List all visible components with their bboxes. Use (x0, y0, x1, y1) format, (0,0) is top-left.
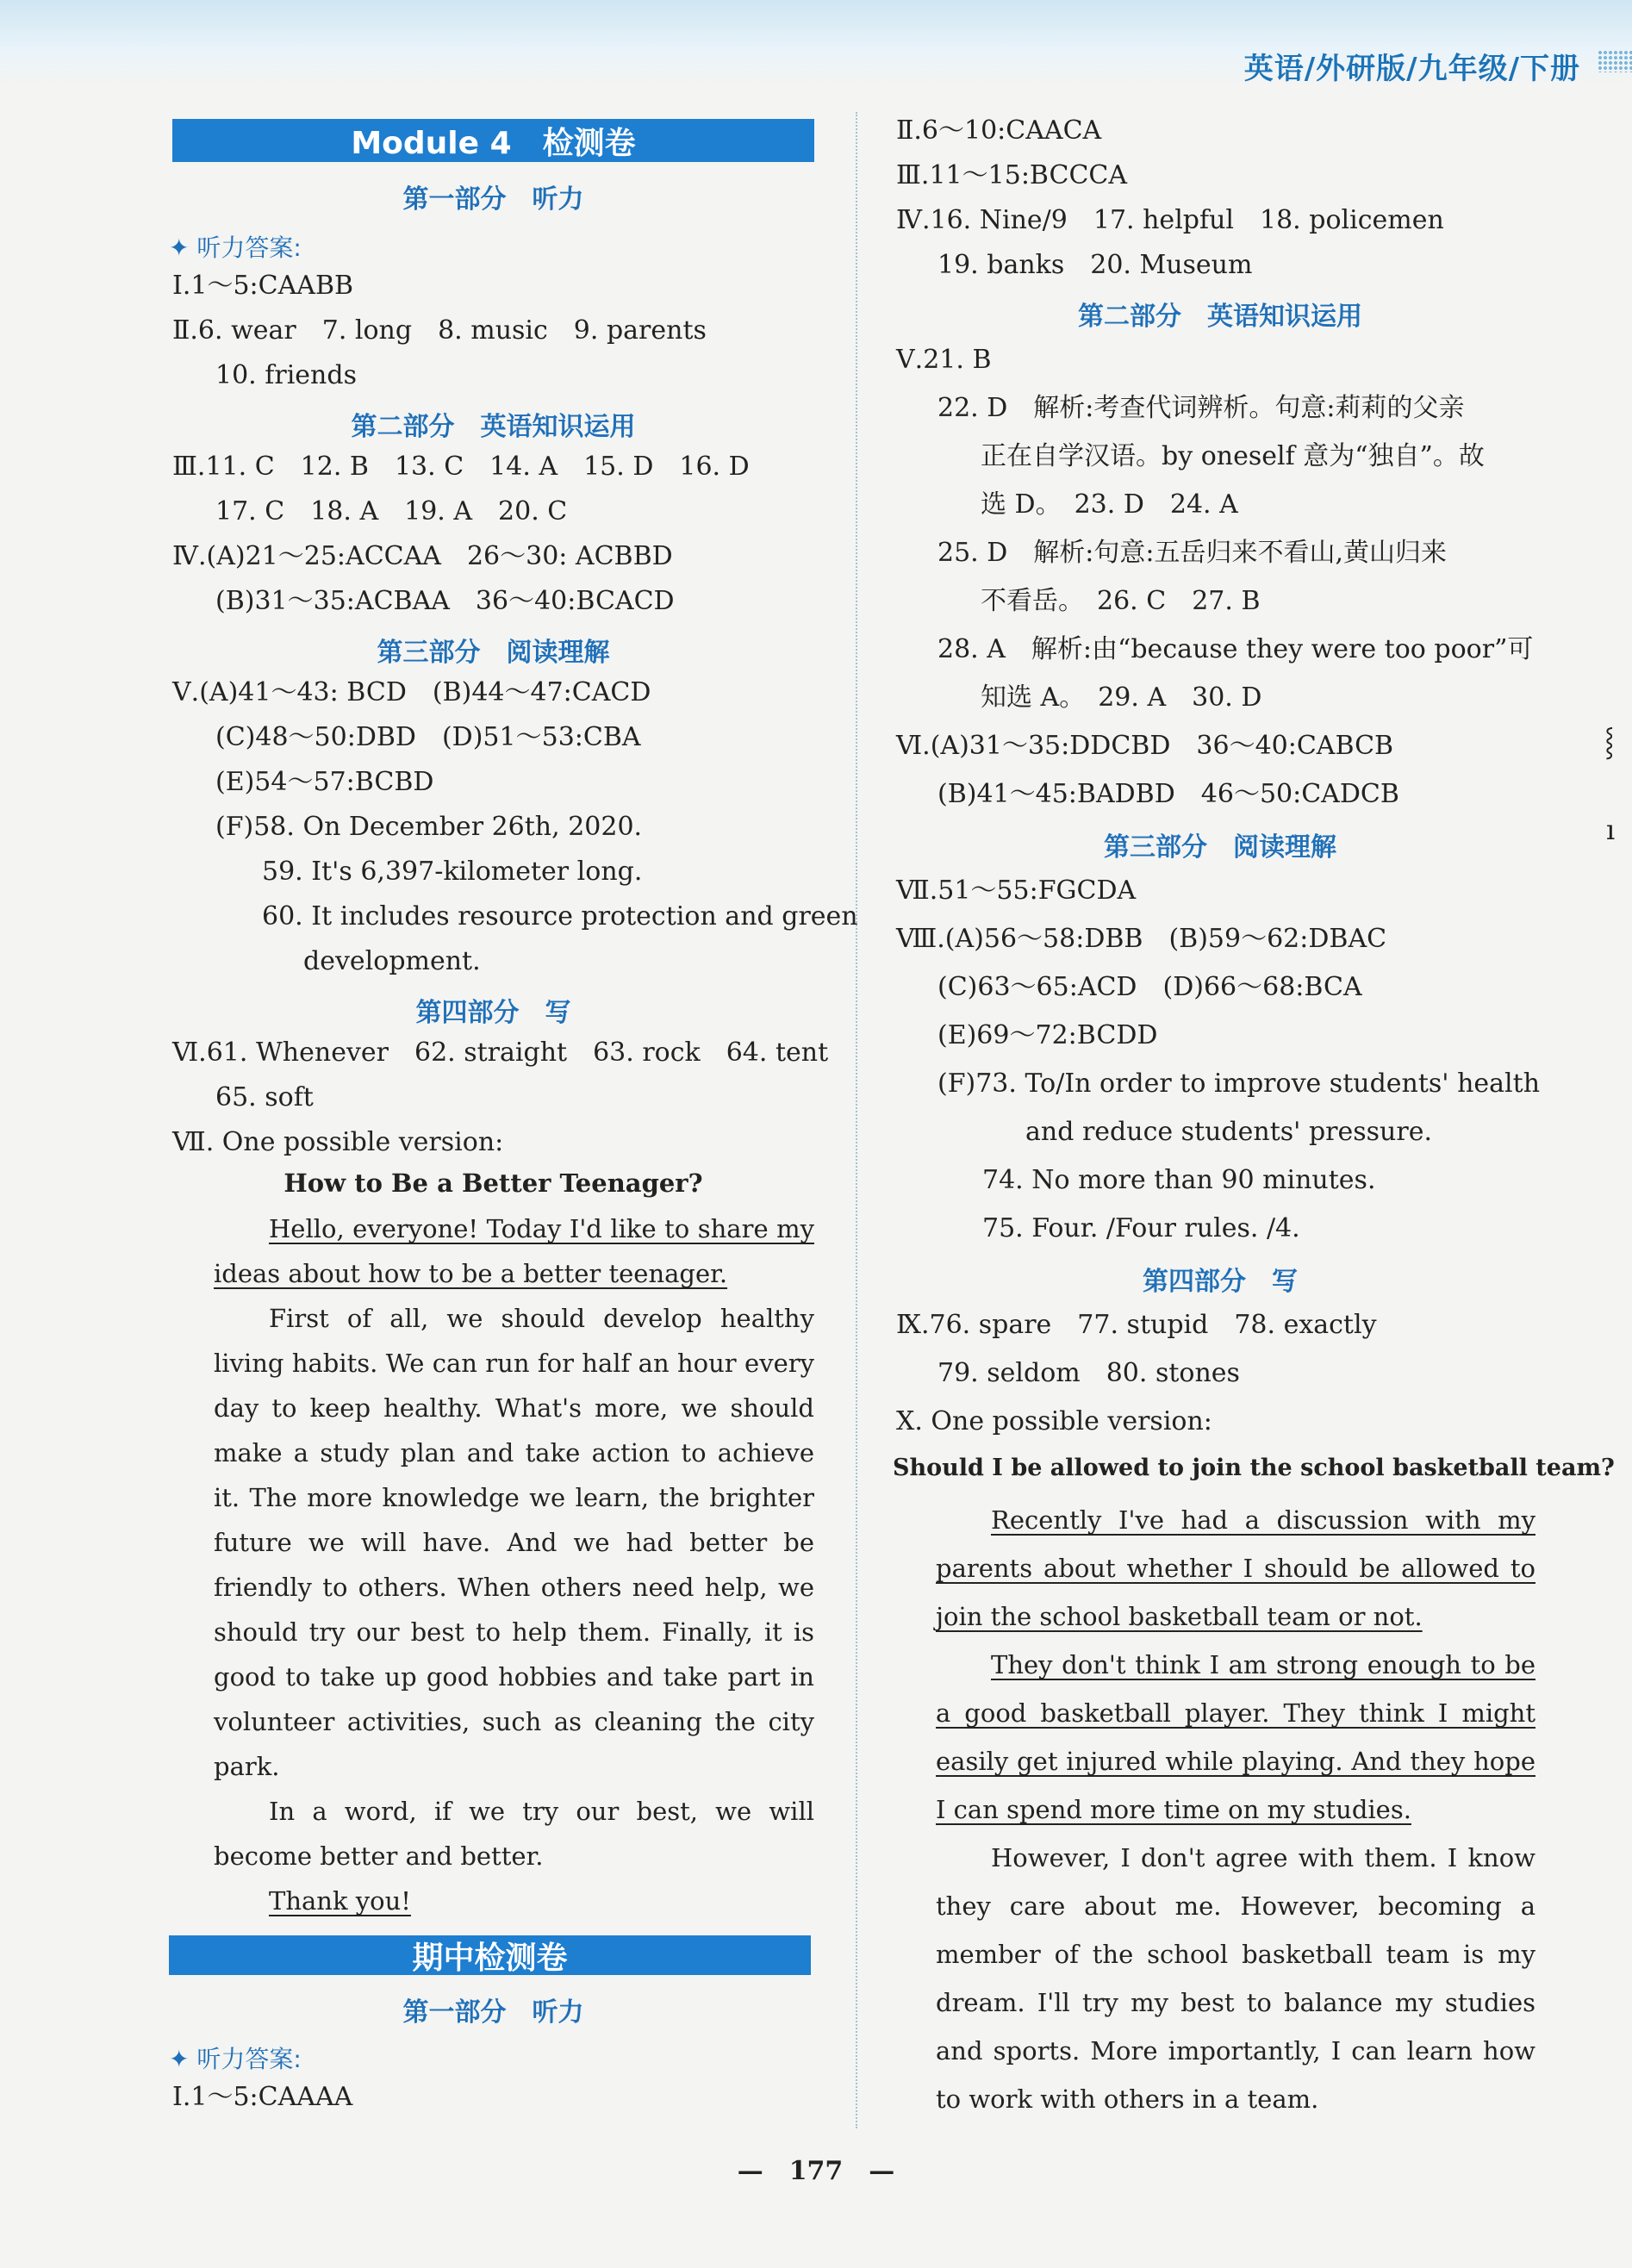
page-number: — 177 — (737, 2156, 895, 2186)
answer-line: (C)48～50:DBD (D)51～53:CBA (215, 722, 641, 752)
answer-line: Ⅴ.21. B (896, 345, 992, 375)
essay-title: Should I be allowed to join the school basketball team? (893, 1455, 1615, 1481)
section-heading: 第一部分 听力 (402, 184, 584, 215)
answer-line: 60. It includes resource protection and green (262, 901, 858, 932)
answer-line: Ⅵ.61. Whenever 62. straight 63. rock 64. tent (172, 1037, 829, 1068)
section-heading: 第一部分 听力 (402, 1997, 584, 2028)
answer-line: 不看岳。 26. C 27. B (981, 586, 1261, 616)
answer-line: Ⅹ. One possible version: (896, 1406, 1212, 1436)
answer-line: Ⅱ.6. wear 7. long 8. music 9. parents (172, 315, 707, 346)
essay-paragraph (214, 1206, 814, 1296)
essay-underlined: Recently I've had a discussion with my parents about whether I should be allowed to join the school basketball team or not. (936, 1505, 1535, 1631)
answer-line: Ⅲ.11～15:BCCCA (896, 160, 1128, 190)
answer-line: (E)54～57:BCBD (215, 767, 434, 797)
answer-line: Ⅲ.11. C 12. B 13. C 14. A 15. D 16. D (172, 452, 750, 482)
answer-line: 65. soft (215, 1082, 314, 1112)
essay-paragraph: In a word, if we try our best, we will become better and better. (214, 1797, 814, 1871)
section-heading: 第四部分 写 (415, 998, 571, 1028)
essay-paragraph: First of all, we should develop healthy living habits. We can run for half an hour every day to keep healthy. What's more, we should make a study plan and take action to achieve it. The more knowledge we learn, the brighter future we will have. And we had better be friendly to others. When others need help, we should try our best to help them. Finally, it is good to take up good hobbies and take part in volunteer activities, such as cleaning the city park. (214, 1304, 814, 1781)
answer-line: Ⅳ.16. Nine/9 17. helpful 18. policemen (896, 205, 1444, 235)
section-heading: 第三部分 阅读理解 (1104, 832, 1336, 863)
answer-line: Ⅰ.1～5:CAAAA (172, 2082, 353, 2112)
page-number-value: 177 (788, 2156, 844, 2186)
essay-underlined: Thank you! (269, 1886, 411, 1916)
answer-line: 28. A 解析:由“because they were too poor”可 (937, 634, 1534, 664)
answer-line: (F)73. To/In order to improve students' health (937, 1069, 1541, 1099)
essay-underlined: Hello, everyone! Today I'd like to share my ideas about how to be a better teenager. (214, 1214, 814, 1288)
answer-line: Ⅸ.76. spare 77. stupid 78. exactly (896, 1310, 1377, 1340)
answer-line: 19. banks 20. Museum (937, 250, 1253, 280)
essay-underlined: They don't think I am strong enough to be a good basketball player. They think I might easily get injured while playing. And they hope I can spend more time on my studies. (936, 1650, 1535, 1824)
essay-paragraph (214, 1879, 814, 1923)
answer-line: development. (303, 946, 481, 976)
answer-line: 10. friends (215, 360, 357, 390)
answer-line: and reduce students' pressure. (1025, 1117, 1432, 1147)
answer-line: (B)31～35:ACBAA 36～40:BCACD (215, 586, 675, 616)
answer-line: 79. seldom 80. stones (937, 1358, 1240, 1388)
answer-line: Ⅴ.(A)41～43: BCD (B)44～47:CACD (172, 677, 651, 707)
header-label: 英语/外研版/九年级/下册 (1243, 52, 1580, 86)
answer-line: (E)69～72:BCDD (937, 1020, 1158, 1050)
answer-line: Ⅵ.(A)31～35:DDCBD 36～40:CABCB (896, 731, 1394, 761)
answer-line: (F)58. On December 26th, 2020. (215, 812, 643, 842)
listening-label: ✦ 听力答案: (169, 2045, 302, 2073)
answer-line: 知选 A。 29. A 30. D (981, 682, 1262, 713)
essay-paragraph (936, 1641, 1535, 1834)
midterm-banner: 期中检测卷 (169, 1935, 811, 1975)
header-dots (1598, 50, 1632, 72)
module-banner: Module 4 检测卷 (172, 119, 814, 162)
answer-line: 17. C 18. A 19. A 20. C (215, 496, 568, 526)
answer-line: (C)63～65:ACD (D)66～68:BCA (937, 972, 1362, 1002)
edge-mark: ⸾ (1604, 725, 1615, 757)
section-heading: 第三部分 阅读理解 (377, 638, 610, 668)
answer-line: 选 D。 23. D 24. A (981, 489, 1238, 520)
answer-line: 59. It's 6,397-kilometer long. (262, 857, 643, 887)
answer-line: 22. D 解析:考查代词辨析。句意:莉莉的父亲 (937, 393, 1465, 423)
answer-line: Ⅶ.51～55:FGCDA (896, 875, 1137, 906)
answer-line: Ⅷ.(A)56～58:DBB (B)59～62:DBAC (896, 924, 1387, 954)
column-divider (856, 112, 857, 2128)
section-heading: 第二部分 英语知识运用 (1078, 302, 1362, 332)
listening-label: ✦ 听力答案: (169, 234, 302, 262)
answer-line: 75. Four. /Four rules. /4. (982, 1213, 1300, 1243)
section-heading: 第四部分 写 (1143, 1267, 1298, 1297)
answer-line: Ⅱ.6～10:CAACA (896, 115, 1102, 146)
answer-line: Ⅳ.(A)21～25:ACCAA 26～30: ACBBD (172, 541, 673, 571)
essay-paragraph (936, 1496, 1535, 1641)
edge-mark: ı (1606, 813, 1616, 846)
answer-line: Ⅶ. One possible version: (172, 1127, 504, 1157)
essay-title: How to Be a Better Teenager? (283, 1168, 703, 1198)
answer-line: 正在自学汉语。by oneself 意为“独自”。故 (981, 441, 1485, 471)
answer-line: 25. D 解析:句意:五岳归来不看山,黄山归来 (937, 538, 1448, 568)
answer-line: 74. No more than 90 minutes. (982, 1165, 1376, 1195)
section-heading: 第二部分 英语知识运用 (351, 412, 636, 442)
answer-line: Ⅰ.1～5:CAABB (172, 271, 354, 301)
essay-paragraph: However, I don't agree with them. I know they care about me. However, becoming a member of the school basketball team is my dream. I'll try my best to balance my studies and sports. More importantly, I can learn how to work with others in a team. (936, 1843, 1535, 2114)
answer-line: (B)41～45:BADBD 46～50:CADCB (937, 779, 1399, 809)
